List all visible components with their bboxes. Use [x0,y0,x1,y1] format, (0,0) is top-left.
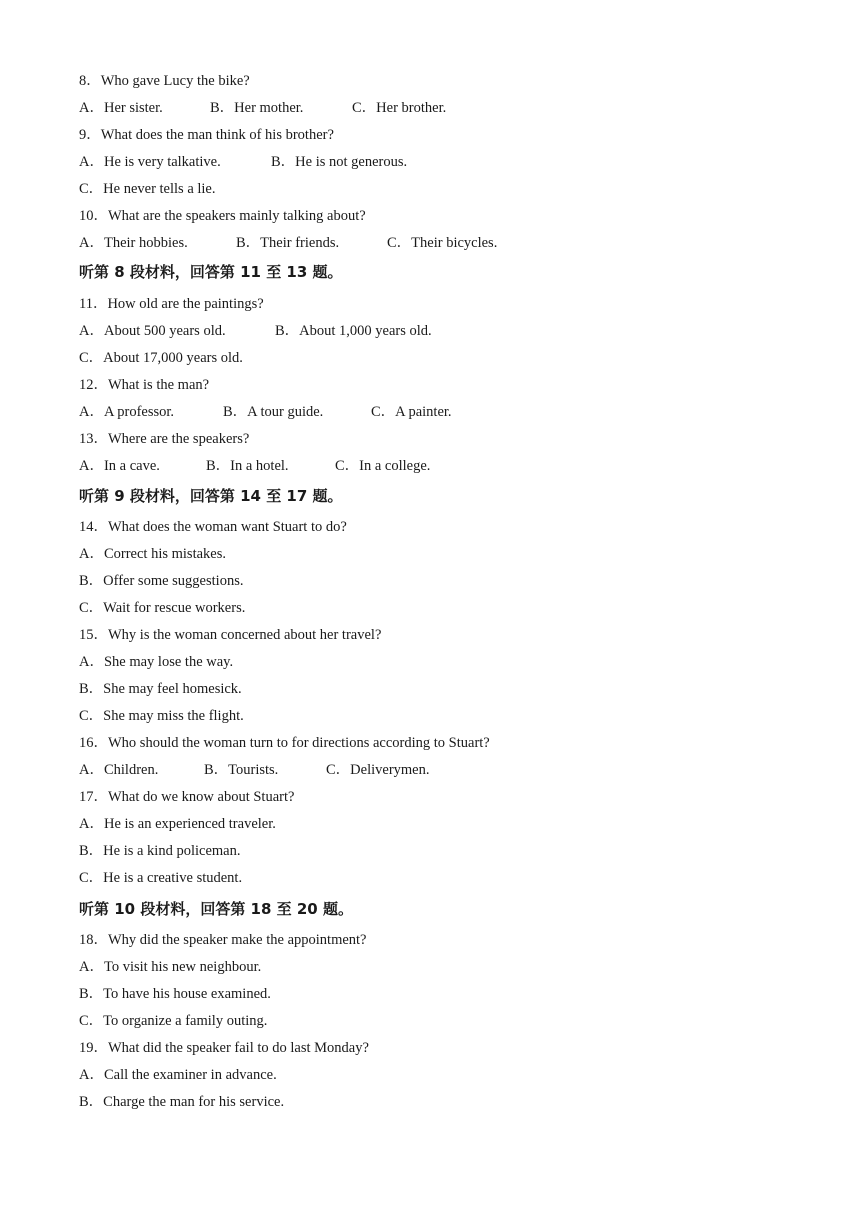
option-text: C．Her brother. [352,100,447,116]
question-text: 12．What is the man? [79,377,210,393]
options-line [79,349,243,367]
option-text: A．She may lose the way. [79,654,234,670]
option-text: B．She may feel homesick. [79,681,242,697]
question-text: 14．What does the woman want Stuart to do? [79,519,347,535]
option-text: B．He is not generous. [271,154,408,170]
question-line [79,376,209,394]
option-text: B．Charge the man for his service. [79,1094,285,1110]
options-line [79,322,432,340]
option-text: B．In a hotel. [206,458,289,474]
option-text: C．Deliverymen. [326,762,430,778]
options-line [79,545,226,563]
option-text: A．Children. [79,762,159,778]
option-text: C．She may miss the flight. [79,708,244,724]
option-text: C．He is a creative student. [79,870,243,886]
question-line [79,788,294,806]
option-text: C．He never tells a lie. [79,181,216,197]
question-text: 15．Why is the woman concerned about her travel? [79,627,382,643]
options-line [79,180,216,198]
options-line [79,815,276,833]
question-text: 11．How old are the paintings? [79,296,264,312]
option-text: B．Tourists. [204,762,279,778]
heading-text: 听第 10 段材料，回答第 18 至 20 题。 [79,900,353,918]
question-text: 17．What do we know about Stuart? [79,789,295,805]
option-text: C．Wait for rescue workers. [79,600,246,616]
option-text: A．To visit his new neighbour. [79,959,262,975]
question-line [79,734,490,752]
options-line [79,761,430,779]
options-line [79,842,240,860]
heading-text: 听第 8 段材料，回答第 11 至 13 题。 [79,263,343,281]
question-line [79,72,250,90]
option-text: A．Their hobbies. [79,235,188,251]
option-text: C．A painter. [371,404,452,420]
option-text: B．Their friends. [236,235,340,251]
option-text: C．About 17,000 years old. [79,350,243,366]
options-line [79,572,243,590]
options-line [79,153,408,171]
options-line [79,599,245,617]
question-line [79,430,249,448]
option-text: A．Correct his mistakes. [79,546,226,562]
option-text: A．A professor. [79,404,175,420]
question-text: 13．Where are the speakers? [79,431,250,447]
options-line [79,680,242,698]
options-line [79,234,498,252]
question-text: 9．What does the man think of his brother? [79,127,334,143]
question-text: 19．What did the speaker fail to do last Monday? [79,1040,369,1056]
question-line [79,931,367,949]
question-line [79,626,381,644]
question-line [79,126,334,144]
question-text: 8．Who gave Lucy the bike? [79,73,250,89]
question-line [79,207,366,225]
options-line [79,707,244,725]
option-text: B．Her mother. [210,100,304,116]
options-line [79,1066,277,1084]
options-line [79,403,452,421]
option-text: A．In a cave. [79,458,160,474]
question-text: 16．Who should the woman turn to for directions according to Stuart? [79,735,490,751]
option-text: B．To have his house examined. [79,986,271,1002]
options-line [79,958,261,976]
options-line [79,985,271,1003]
options-line [79,653,233,671]
options-line [79,99,447,117]
option-text: B．A tour guide. [223,404,324,420]
option-text: A．He is very talkative. [79,154,221,170]
option-text: B．He is a kind policeman. [79,843,241,859]
option-text: B．Offer some suggestions. [79,573,244,589]
question-line [79,295,264,313]
question-text: 10．What are the speakers mainly talking about? [79,208,366,224]
option-text: C．Their bicycles. [387,235,498,251]
option-text: C．In a college. [335,458,431,474]
option-text: A．Call the examiner in advance. [79,1067,277,1083]
question-line [79,1039,369,1057]
section-heading [79,263,343,281]
section-heading [79,900,353,918]
question-line [79,518,347,536]
options-line [79,1093,284,1111]
option-text: C．To organize a family outing. [79,1013,268,1029]
options-line [79,457,431,475]
option-text: B．About 1,000 years old. [275,323,432,339]
heading-text: 听第 9 段材料，回答第 14 至 17 题。 [79,487,343,505]
options-line [79,869,242,887]
option-text: A．About 500 years old. [79,323,226,339]
options-line [79,1012,267,1030]
section-heading [79,487,343,505]
option-text: A．He is an experienced traveler. [79,816,276,832]
question-text: 18．Why did the speaker make the appointment? [79,932,367,948]
option-text: A．Her sister. [79,100,163,116]
